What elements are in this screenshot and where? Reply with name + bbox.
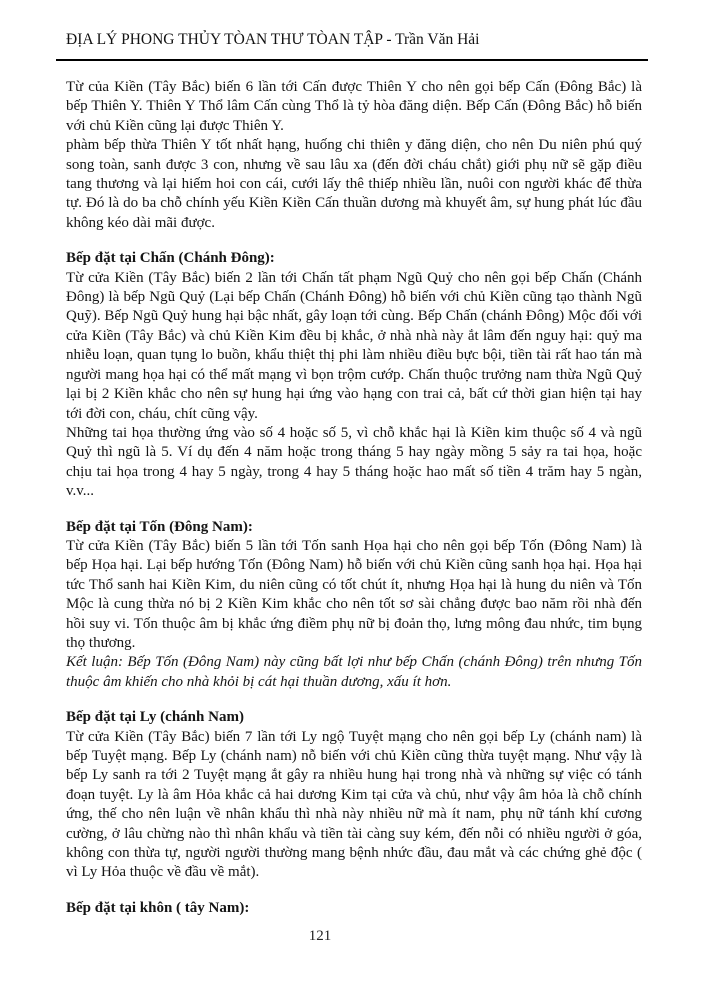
book-title: ĐỊA LÝ PHONG THỦY TÒAN THƯ TÒAN TẬP - Trần Văn Hải [66,31,480,48]
section-heading-ton: Bếp đặt tại Tốn (Đông Nam): [66,518,253,535]
paragraph-thien-y-intro: Từ của Kiền (Tây Bắc) biến 6 lần tới Cấn được Thiên Y cho nên gọi bếp Cấn (Đông Bắc) là bếp Thiên Y. Thiên Y Thổ lâm Cấn cùng Thổ là tỷ hòa đăng diện. Bếp Cấn (Đông Bắc) hỗ biến với chủ Kiền cũng lại được Thiên Y. [66,79,642,134]
section-heading-ly: Bếp đặt tại Ly (chánh Nam) [66,709,244,726]
section-heading-khon: Bếp đặt tại khôn ( tây Nam): [66,899,250,916]
paragraph-chan-ngu-quy: Từ cửa Kiền (Tây Bắc) biến 2 lần tới Chấn tất phạm Ngũ Quỷ cho nên gọi bếp Chấn (Chánh Đông) là bếp Ngũ Quỷ (Lại bếp Chấn (Chánh Đông) hỗ biến với chủ Kiền cũng tạo thành Ngũ Quỹ). Bếp Ngũ Quỷ hung hại bậc nhất, gây loạn tới cùng. Bếp Chấn (chánh Đông) Mộc đối với cửa Kiền (Tây Bắc) và chủ Kiền Kim đều bị khắc, ở nhà nhà này ắt lâm đến nguy hại: quỷ ma nhiễu loạn, quan tụng lo buồn, khẩu thiệt thị phi làm nhiều điều bực bội, tiền tài rất hao tán mà người mang họa hại có thể mất mạng vì bọn trộm cướp. Chấn thuộc trưởng nam thừa Ngũ Quỷ lại bị 2 Kiền khắc cho nên sự hung hại ứng vào hạng con trai cả, bất cứ thời gian hiện tại hay tới đời con, cháu, chít cũng vậy. [66,269,642,422]
section-heading-chan: Bếp đặt tại Chấn (Chánh Đông): [66,250,275,267]
header-divider [56,59,648,61]
page-content [66,78,642,918]
page-number: 121 [308,928,332,944]
paragraph-ton-hoa-hai: Từ cửa Kiền (Tây Bắc) biến 5 lần tới Tốn sanh Họa hại cho nên gọi bếp Tốn (Đông Nam) là bếp Họa hại. Lại bếp hướng Tốn (Đông Nam) hỗ biến với chủ Kiền cũng sanh họa hại. Họa hại tức Thổ sanh hai Kiền Kim, du niên cũng có tốt chút ít, nhưng Họa hại là hung du niên và Tốn Mộc là cung thừa nó bị 2 Kiền Kim khắc cho nên tốt sơ sài chẳng được bao năm rồi nhà đến hồi suy vi. Tốn thuộc âm bị khắc ứng điềm phụ nữ bị đoản thọ, lưng mông đau nhức, tim bụng thọ thương. [66,537,642,651]
page-header [66,30,642,61]
paragraph-chan-tai-hoa: Những tai họa thường ứng vào số 4 hoặc số 5, vì chỗ khắc hại là Kiền kim thuộc số 4 và ngũ Quỷ thì ngũ là 5. Ví dụ đến 4 năm hoặc trong tháng 5 hay ngày mồng 5 sảy ra tai họa, hoặc chịu tai họa trong 4 hay 5 ngày, trong 4 hay 5 tháng hoặc hao mất số tiền 4 trăm hay 5 ngàn, v.v... [66,424,642,500]
paragraph-thien-y-detail: phàm bếp thừa Thiên Y tốt nhất hạng, huống chi thiên y đăng diện, cho nên Du niên phú quý song toàn, sanh được 3 con, nhưng về sau lâu xa (đến đời cháu chắt) giới phụ nữ sẽ gặp điều tang thương và lại hiếm hoi con cái, cưới lấy thê thiếp nhiều lần, nuôi con người khác để thừa tự. Đó là do ba chỗ chính yếu Kiền Kiền Cấn thuần dương mà khuyết âm, sự hung phát lúc đầu không kéo dài mãi được. [66,137,642,231]
paragraph-ly-tuyet-mang: Từ cửa Kiền (Tây Bắc) biến 7 lần tới Ly ngộ Tuyệt mạng cho nên gọi bếp Ly (chánh nam) là bếp Tuyệt mạng. Bếp Ly (chánh nam) nỗ biến với chủ Kiền cũng thừa tuyệt mạng. Như vậy là bếp Ly sanh ra tới 2 Tuyệt mạng ắt gây ra nhiều hung hại trong nhà và những sự việc có tánh đoạn tuyệt. Ly là âm Hỏa khắc cả hai dương Kim tại cửa và chủ, như vậy âm hỏa là chỗ chính ứng, thế cho nên luận về nhân khẩu thì nhà này nhiều nữ mà ít nam, phụ nữ tánh khí cương cường, ở lâu chừng nào thì nhân khẩu và tiền tài càng suy kém, đến nỗi có nhiều người ở góa, không con thừa tự, người người thường mang bệnh nhức đầu, đau mắt và các chứng ghẻ độc ( vì Ly Hỏa thuộc về đầu về mắt). [66,728,642,881]
paragraph-ton-ket-luan: Kết luận: Bếp Tốn (Đông Nam) này cũng bất lợi như bếp Chấn (chánh Đông) trên nhưng Tốn thuộc âm khiến cho nhà khỏi bị cát hại thuần dương, xấu ít hơn. [66,654,642,690]
